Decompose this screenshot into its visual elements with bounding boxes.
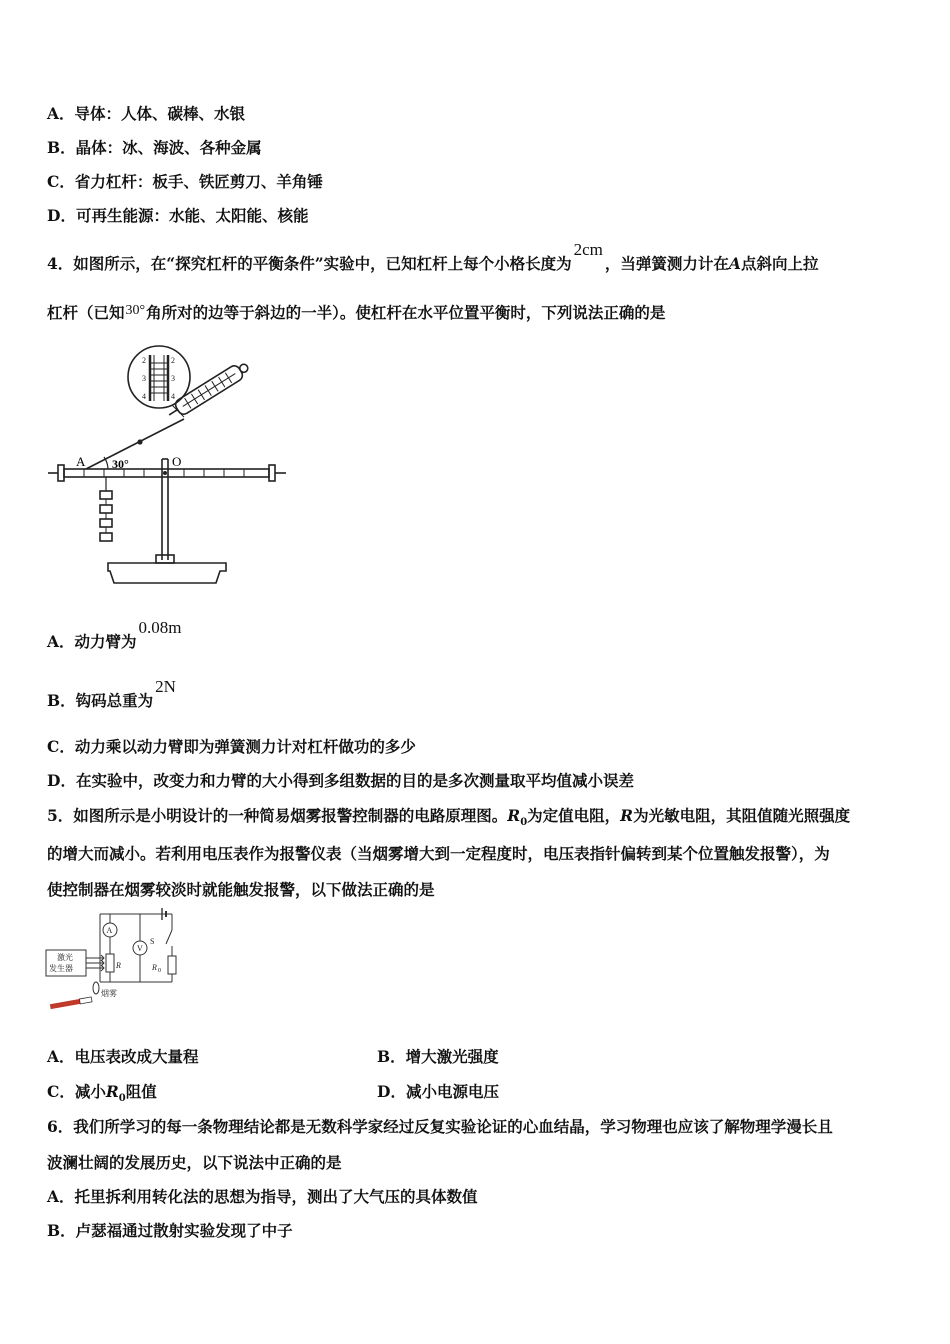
q6-option-a: A．托里拆利用转化法的思想为指导，测出了大气压的具体数值 [47,1187,478,1206]
lever-label-angle: 30° [112,457,129,471]
q4-option-b-value: 2N [155,677,176,696]
q5-stem-line3: 使控制器在烟雾较淡时就能触发报警，以下做法正确的是 [47,880,435,899]
laser-label-2: 发生器 [49,964,73,973]
scale-num: 4 [142,392,146,401]
q5-r: R [620,806,634,825]
scale-num: 3 [171,374,175,383]
q5-stem-line2: 的增大而减小。若利用电压表作为报警仪表（当烟雾增大到一定程度时，电压表指针偏转到某个位置触发报警），为 [47,844,830,863]
q4-point-a: A [728,254,741,273]
q5-stem-line1 [47,804,850,828]
q3-option-a: A．导体：人体、碳棒、水银 [47,104,246,123]
q5-option-c-text-2: 阻值 [125,1082,157,1101]
q4-option-a-text: A．动力臂为 [47,632,137,651]
q4-angle: 30° [125,303,146,318]
q6-option-b: B．卢瑟福通过散射实验发现了中子 [47,1221,293,1240]
q4-option-a [47,618,184,652]
q3-option-d: D．可再生能源：水能、太阳能、核能 [47,206,309,225]
q4-grid-length: 2cm [573,240,603,259]
smoke-icon [93,982,99,994]
smoke-label: 烟雾 [101,989,117,998]
resistor-r0-label: R [152,963,157,972]
q4-option-b-text: B．钩码总重为 [47,691,154,710]
resistor-r-label: R [116,961,121,970]
lever-base [108,563,226,583]
lever-label-o: O [172,454,182,469]
resistor-r [106,954,114,972]
q5-option-c [47,1080,157,1104]
q4-stem-text-4: 杠杆（已知 [47,303,125,322]
laser-label-1: 激光 [57,953,73,962]
q4-option-d: D．在实验中，改变力和力臂的大小得到多组数据的目的是多次测量取平均值减小误差 [47,771,634,790]
resistor-r0-sub: 0 [158,968,161,974]
q5-option-d: D．减小电源电压 [377,1082,499,1101]
resistor-r0 [168,956,176,974]
scale-num: 2 [171,356,175,365]
scale-num: 3 [142,374,146,383]
q3-option-c: C．省力杠杆：板手、铁匠剪刀、羊角锤 [47,172,323,191]
q4-stem-text-1: 4．如图所示，在“探究杠杆的平衡条件”实验中，已知杠杆上每个小格长度为 [47,254,572,273]
q5-stem-text-3: 为光敏电阻，其阻值随光照强度 [633,806,851,825]
q5-option-c-r: R [105,1082,119,1101]
scale-num: 2 [142,356,146,365]
ammeter-label: A [106,926,113,935]
q4-stem-text-3: 点斜向上拉 [740,254,819,273]
q4-stem-line2 [47,301,665,323]
q4-stem-text-2: ，当弹簧测力计在 [604,254,729,273]
q5-stem-text-1: 5．如图所示是小明设计的一种简易烟雾报警控制器的电路原理图。 [47,806,508,825]
q3-option-b: B．晶体：冰、海波、各种金属 [47,138,262,157]
q6-stem-line2: 波澜壮阔的发展历史，以下说法中正确的是 [47,1153,342,1172]
voltmeter-label: V [137,944,143,953]
q4-option-c: C．动力乘以动力臂即为弹簧测力计对杠杆做功的多少 [47,737,416,756]
q4-stem-text-5: 角所对的边等于斜边的一半）。使杠杆在水平位置平衡时，下列说法正确的是 [146,303,666,322]
q5-r0-sub: 0 [520,817,528,829]
q4-lever-figure [44,335,294,590]
lever-label-a: A [76,454,86,469]
q6-stem-line1: 6．我们所学习的每一条物理结论都是无数科学家经过反复实验论证的心血结晶，学习物理也应该了解物理学漫长且 [47,1117,833,1136]
q4-stem-line1 [47,240,819,274]
q4-option-a-value: 0.08m [138,618,182,637]
cigarette-icon [50,999,80,1009]
q5-option-a: A．电压表改成大量程 [47,1047,199,1066]
q5-stem-text-2: 为定值电阻， [527,806,621,825]
q4-option-b [47,677,178,711]
q5-circuit-figure [44,908,184,1014]
q5-option-c-sub: 0 [118,1093,126,1105]
switch-label: S [150,937,155,946]
q5-option-b: B．增大激光强度 [377,1047,499,1066]
scale-num: 4 [171,392,175,401]
q5-option-c-text-1: C．减小 [47,1082,106,1101]
q5-r0: R [507,806,521,825]
